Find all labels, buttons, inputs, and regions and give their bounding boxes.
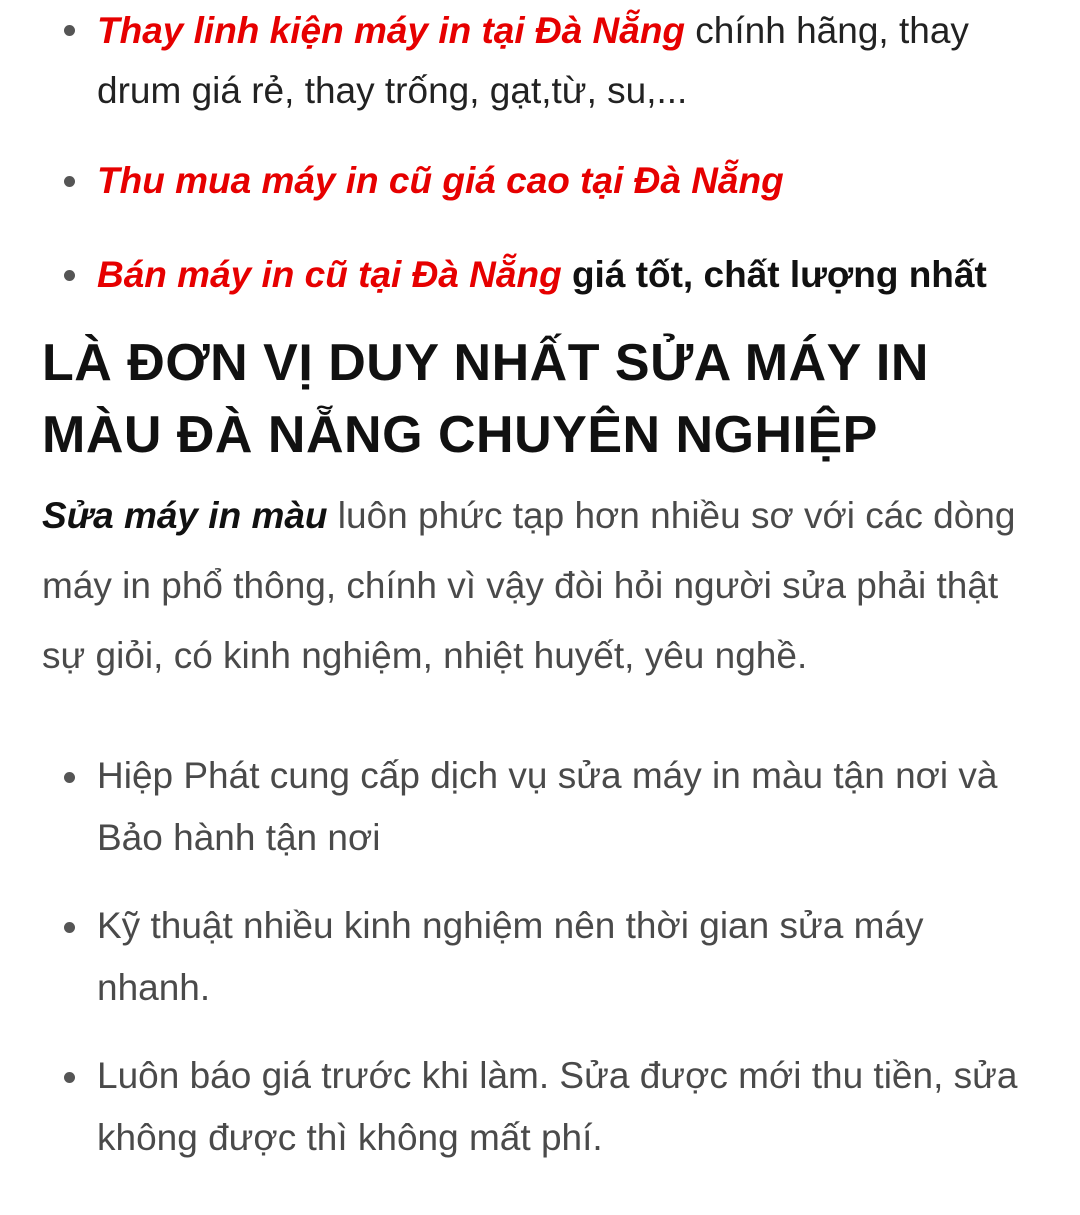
section-heading: LÀ ĐƠN VỊ DUY NHẤT SỬA MÁY IN MÀU ĐÀ NẴNG CHUYÊN NGHIỆP <box>42 334 929 464</box>
list-item <box>42 245 1040 305</box>
intro-emphasis: Sửa máy in màu <box>42 495 328 536</box>
list-item: Luôn báo giá trước khi làm. Sửa được mới thu tiền, sửa không được thì không mất phí. <box>42 1045 1040 1169</box>
intro-paragraph <box>42 481 1040 691</box>
link-thu-mua-may-in[interactable]: Thu mua máy in cũ giá cao tại Đà Nẵng <box>97 160 784 201</box>
list-item: Hiệp Phát cung cấp dịch vụ sửa máy in màu tận nơi và Bảo hành tận nơi <box>42 745 1040 869</box>
services-list <box>42 0 1040 305</box>
list-item-text: chính hãng, thay drum giá rẻ, thay trống, gạt,từ, su,... <box>97 10 969 111</box>
list-item <box>42 151 1040 211</box>
link-ban-may-in-cu[interactable]: Bán máy in cũ tại Đà Nẵng <box>97 254 562 295</box>
link-thay-linh-kien[interactable]: Thay linh kiện máy in tại Đà Nẵng <box>97 10 686 51</box>
list-item: Kỹ thuật nhiều kinh nghiệm nên thời gian sửa máy nhanh. <box>42 895 1040 1019</box>
intro-text: luôn phức tạp hơn nhiều sơ với các dòng máy in phổ thông, chính vì vậy đòi hỏi người sửa phải thật sự giỏi, có kinh nghiệm, nhiệt huyết, yêu nghề. <box>42 495 1016 676</box>
list-item-text: giá tốt, chất lượng nhất <box>561 254 987 295</box>
features-list <box>42 745 1040 1169</box>
list-item <box>42 0 1040 121</box>
